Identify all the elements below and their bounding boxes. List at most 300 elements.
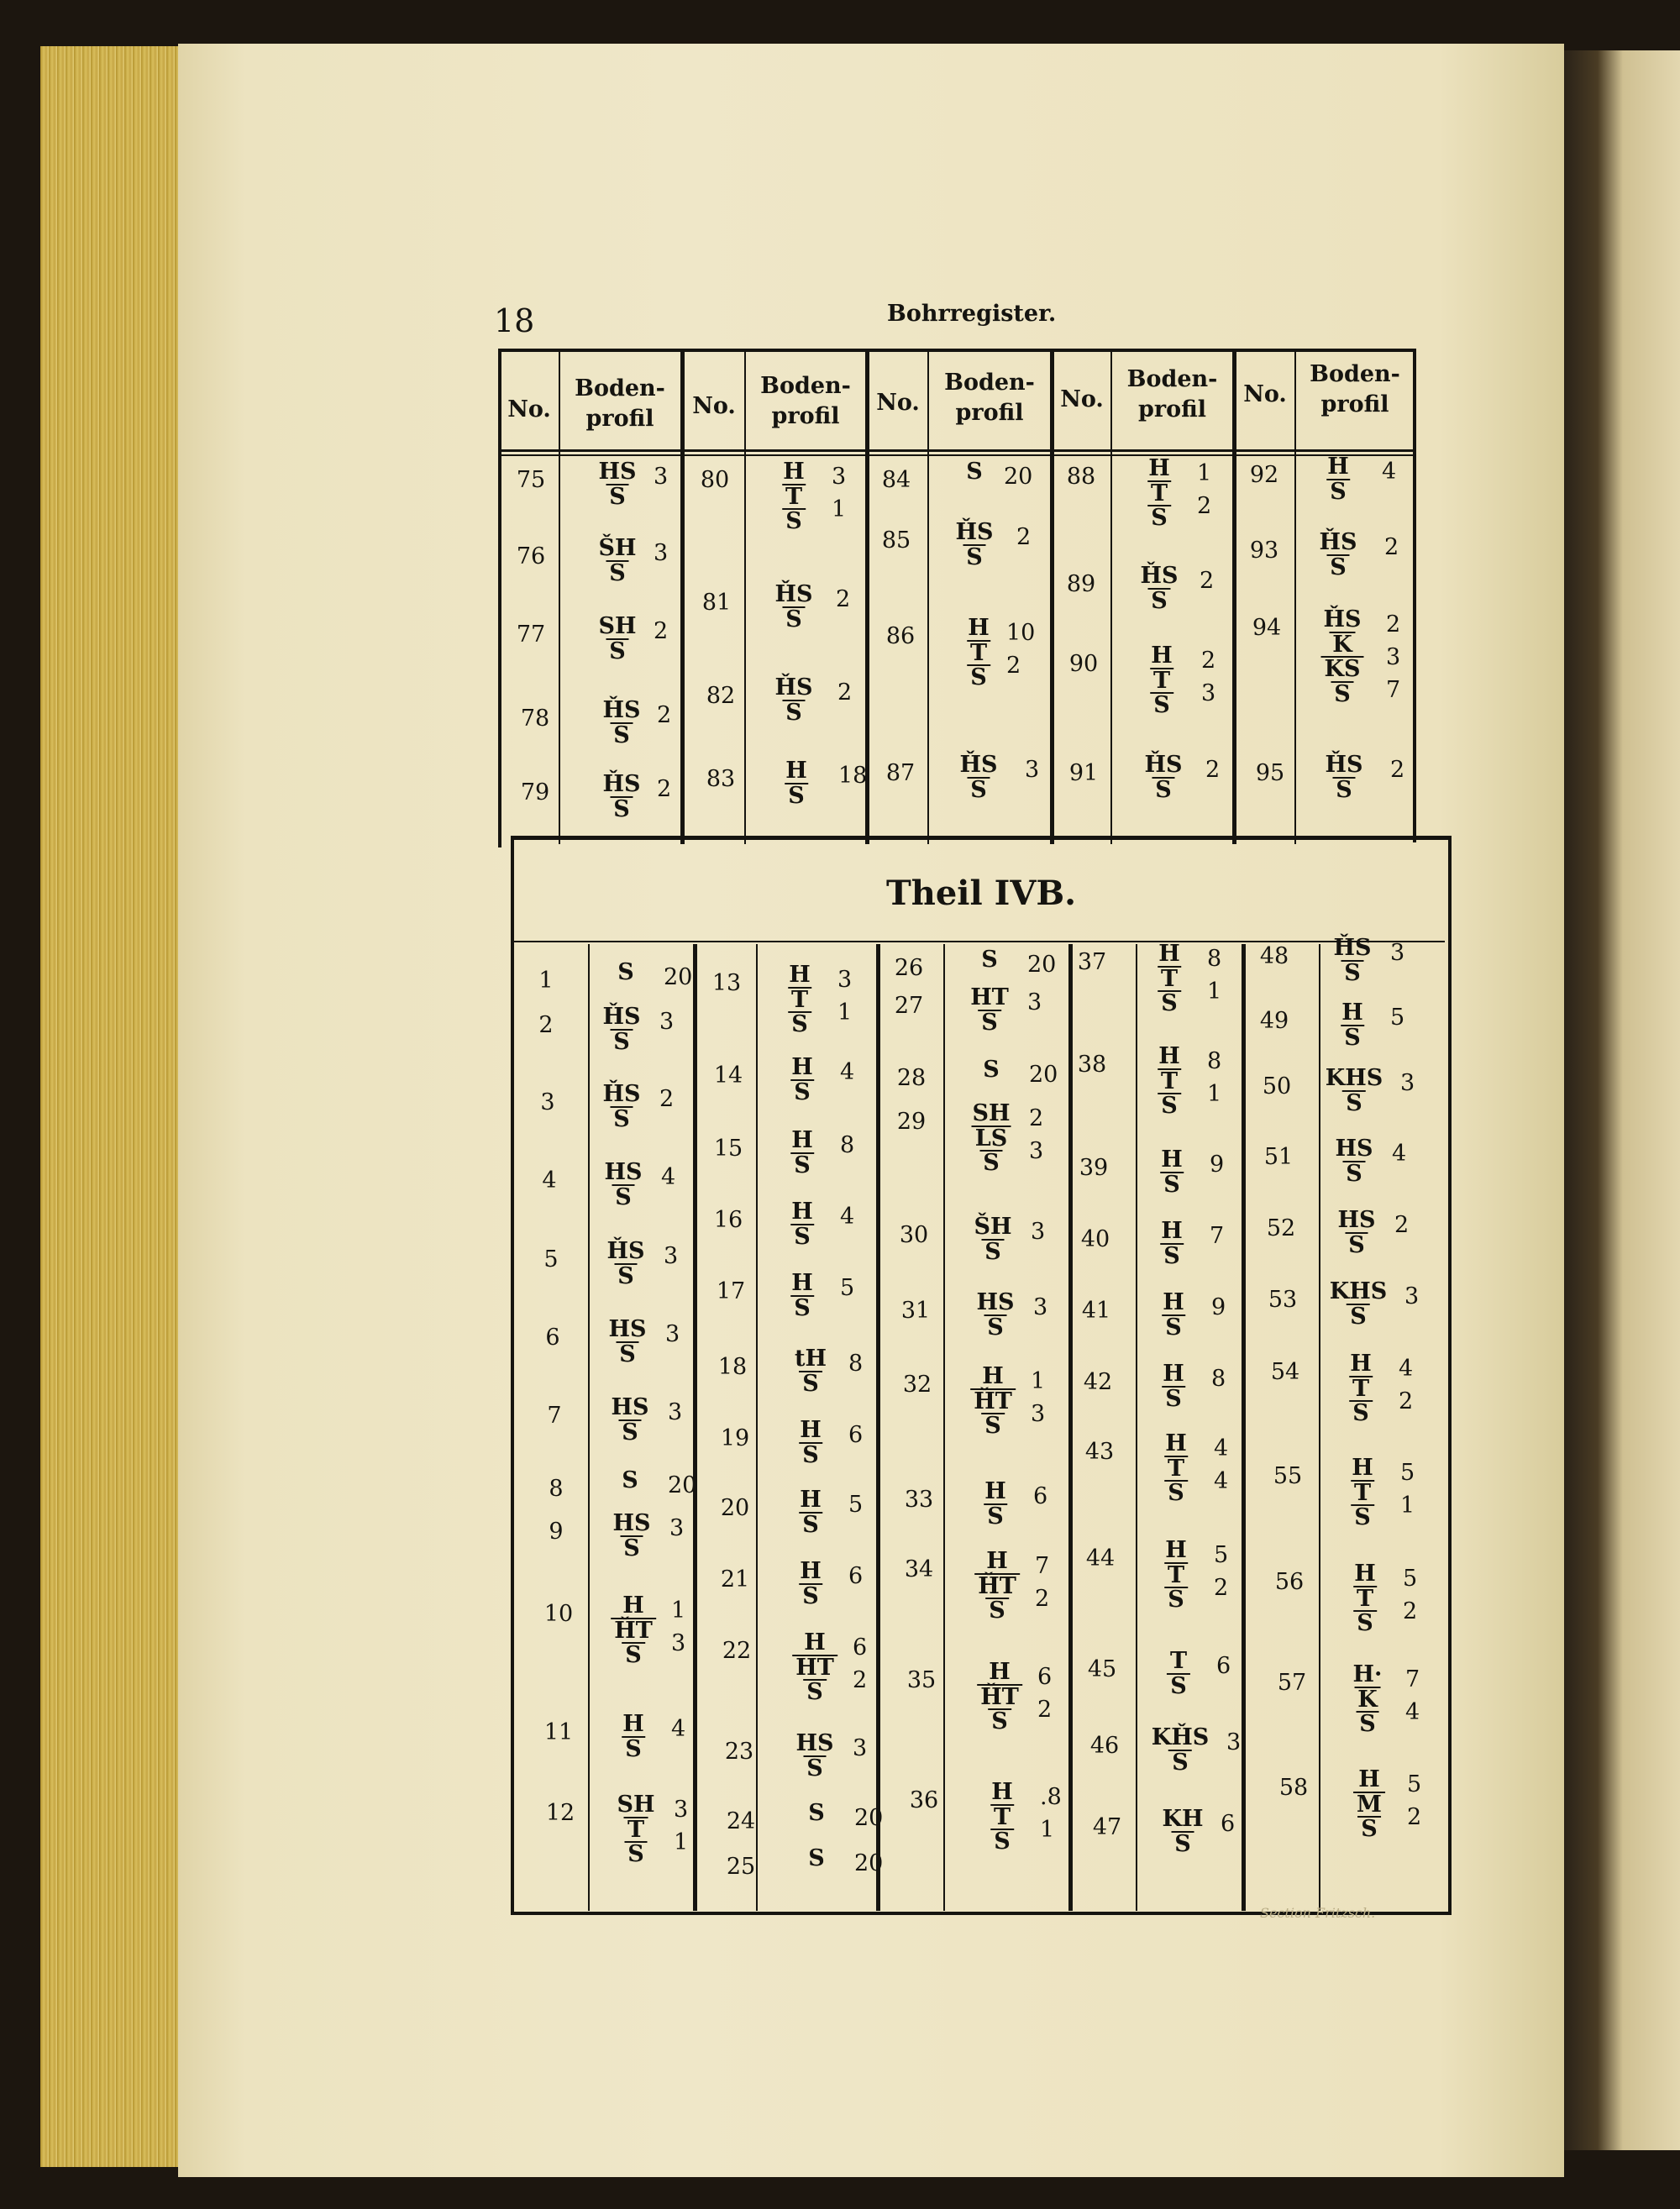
profile-layer: S [606,484,629,509]
soil-profile [977,1661,1022,1734]
layer-depth: 4 [1392,1141,1407,1167]
layer-depth: 3 [1390,940,1405,966]
profile-layer: ȞS [606,1238,645,1264]
profile-layer: HS [976,1289,1015,1315]
profile-layer: S [790,1079,814,1104]
profile-layer: S [1356,1711,1379,1736]
col-rule [693,944,697,1911]
profile-layer: T [1158,1068,1181,1094]
profile-layer: S [622,1467,638,1493]
layer-depths [1211,1362,1226,1395]
row-number: 76 [516,543,546,569]
profile-layer: S [618,1419,642,1445]
profile-layer: SH [972,1100,1011,1126]
layer-depth: 1 [671,1598,686,1624]
layer-depth: 6 [1037,1664,1053,1690]
layer-depth: 20 [1029,1062,1058,1088]
row-number: 27 [894,993,924,1019]
layer-depth: 6 [1216,1653,1231,1679]
layer-depth: 3 [1025,757,1040,783]
layer-depths [654,615,668,648]
row-number: 81 [701,590,732,616]
row-number: 33 [904,1487,934,1513]
row-number: 84 [881,467,911,493]
profile-layer: H [1358,1766,1380,1792]
profile-layer: H [1327,454,1349,480]
profile-layer: S [978,1010,1001,1035]
profile-layer: S [1332,777,1356,802]
profile-layer: S [1152,777,1175,802]
row-number: 26 [894,955,924,981]
profile-layer: S [790,1295,814,1320]
layer-depth: 4 [1214,1435,1229,1461]
layer-depths [1221,1808,1235,1840]
soil-profile [988,1781,1016,1854]
layer-depths [837,676,852,709]
profile-layer: S [808,1845,825,1871]
profile-layer: ȞT [977,1684,1022,1709]
profile-layer: S [610,1106,633,1131]
profile-layer: H [785,758,807,784]
profile-layer: ȞT [974,1573,1020,1598]
layer-depths [665,1318,680,1351]
layer-depth: 2 [1006,653,1021,679]
profile-layer: S [1345,1232,1368,1257]
header-rule [501,449,1413,452]
layer-depths [853,1631,867,1697]
soil-profile [1347,1352,1375,1425]
layer-depth: 2 [657,702,672,728]
layer-depths [840,1056,854,1089]
layer-depth: 2 [654,618,669,644]
layer-depth: 2 [1407,1804,1422,1831]
soil-profile [771,583,816,631]
row-number: 77 [516,622,546,648]
layer-depths [1214,1539,1228,1604]
layer-depths [659,1005,674,1038]
layer-depth: 1 [1040,1817,1055,1844]
soil-profile [609,1512,654,1560]
row-number: 86 [885,623,916,649]
layer-depth: 2 [1386,611,1401,638]
profile-layer: S [1164,1480,1188,1505]
layer-depth: 8 [1207,1048,1222,1074]
layer-depth: 6 [848,1422,864,1448]
row-number: 4 [542,1167,557,1194]
col-rule [943,944,945,1911]
profile-layer: S [990,1829,1014,1854]
soil-profile [785,963,814,1036]
profile-layer: S [610,796,633,821]
soil-profile [796,1560,825,1608]
profile-layer: ȞS [1323,606,1362,632]
layer-depths [840,1129,854,1162]
profile-layer: S [612,1184,635,1209]
profile-layer: K [1354,1687,1380,1712]
layer-depths [1031,1365,1045,1430]
layer-depths [854,1802,883,1834]
layer-depths [1035,1550,1049,1615]
layer-depths [1226,1726,1241,1759]
header-profile-line1: Boden- [1126,366,1218,392]
layer-depth: 6 [1221,1811,1236,1837]
profile-layer: H [804,1629,826,1655]
row-number: 92 [1249,462,1279,488]
soil-profile [1158,1148,1186,1196]
layer-depth: 3 [654,540,669,566]
layer-depths [848,1560,863,1592]
layer-depth: 2 [1016,524,1032,550]
row-number: 45 [1087,1656,1117,1682]
soil-profile [1159,1808,1207,1855]
profile-layer: ȞS [602,1081,641,1107]
profile-layer: tH [795,1346,827,1372]
profile-layer: S [785,783,808,808]
soil-profile [603,1240,648,1288]
row-number: 35 [906,1667,937,1693]
row-number: 23 [724,1739,754,1765]
layer-depths [840,1272,854,1304]
profile-layer: S [622,1736,645,1761]
layer-depth: 2 [1035,1586,1050,1613]
layer-depth: 3 [1031,1401,1046,1428]
layer-depths [671,1713,685,1745]
profile-layer: KHS [1325,1065,1383,1091]
profile-layer: H [1161,1146,1183,1173]
layer-depth: 9 [1210,1152,1225,1178]
row-number: 52 [1266,1215,1296,1241]
profile-layer: T [1158,966,1181,991]
layer-depths [659,1083,674,1115]
layer-depths [1029,1058,1058,1091]
row-number: 95 [1255,760,1285,786]
profile-layer: H [1148,455,1170,481]
row-number: 49 [1259,1008,1289,1034]
layer-depths [654,537,668,569]
row-number: 9 [549,1519,564,1545]
profile-layer: KHS [1329,1278,1388,1304]
layer-depths [664,961,692,994]
layer-depth: 3 [1400,1070,1415,1096]
profile-layer: H [622,1711,644,1737]
layer-depths [838,759,867,792]
soil-profile [611,1594,656,1667]
header-profile-line1: Boden- [1310,361,1400,387]
profile-layer: H [800,1487,822,1513]
profile-layer: S [963,544,986,569]
layer-depth: 2 [1384,534,1399,560]
profile-layer: T [1164,1456,1188,1481]
row-number: 82 [706,683,736,709]
row-number: 11 [543,1719,574,1745]
layer-depth: 3 [654,464,669,490]
soil-profile [1147,644,1176,717]
col-rule [1136,944,1137,1911]
profile-layer: ȞS [1319,529,1357,555]
row-number: 78 [520,706,550,732]
layer-depth: 5 [848,1492,864,1518]
soil-profile [618,1469,642,1493]
row-number: 1 [538,968,554,994]
layer-depth: 8 [848,1351,864,1377]
row-number: 10 [543,1601,574,1627]
profile-layer: S [981,1239,1005,1264]
row-number: 53 [1268,1287,1298,1313]
layer-depth: 1 [1400,1493,1415,1519]
soil-profile [1326,1280,1390,1328]
layer-depth: 2 [1403,1598,1418,1625]
soil-profile [805,1802,828,1825]
profile-layer: S [1342,1161,1366,1186]
layer-depths [832,460,846,526]
profile-layer: S [1171,1831,1194,1856]
soil-profile [1155,942,1184,1015]
layer-depth: 3 [1027,989,1042,1015]
row-number: 83 [706,766,736,792]
layer-depths [1037,1661,1052,1726]
layer-depth: 20 [854,1850,884,1876]
row-number: 51 [1263,1144,1294,1170]
profile-layer: S [984,1314,1007,1340]
layer-depths [1390,1001,1404,1034]
header-no: No. [1060,386,1104,412]
profile-layer: H [984,1478,1006,1504]
profile-layer: S [803,1755,827,1781]
profile-layer: T [1164,1562,1188,1587]
profile-layer: S [1357,1816,1381,1841]
profile-layer: H [1354,1561,1376,1587]
row-number: 13 [711,970,742,996]
profile-layer: SH [617,1792,655,1818]
layer-depths [1201,644,1215,710]
profile-layer: H [800,1417,822,1443]
profile-layer: S [1162,1314,1185,1340]
soil-profile [974,1550,1020,1623]
layer-depth: 3 [837,967,853,993]
soil-profile [1320,608,1364,706]
profile-layer: H [991,1779,1013,1805]
soil-profile [599,1005,643,1053]
profile-layer: S [606,560,629,585]
layer-depth: 4 [840,1204,855,1230]
profile-layer: S [790,1224,814,1249]
profile-layer: H [1158,1043,1180,1069]
profile-layer: S [624,1841,648,1866]
row-number: 43 [1084,1439,1115,1465]
profile-layer: T [990,1804,1014,1829]
layer-depths [1029,1102,1043,1167]
soil-profile [1148,1726,1212,1774]
profile-layer: H [1341,1000,1363,1026]
soil-profile [970,1215,1015,1263]
layer-depth: 3 [674,1797,689,1823]
soil-profile [780,460,808,533]
layer-depth: 2 [1390,757,1405,783]
profile-layer: S [1150,692,1173,717]
layer-depths [671,1594,685,1660]
layer-depth: 8 [840,1132,855,1158]
layer-depth: 2 [1200,568,1215,594]
layer-depth: 3 [664,1243,679,1269]
layer-depths [853,1732,867,1765]
profile-layer: T [967,640,990,665]
layer-depth: 5 [1400,1460,1415,1486]
layer-depths [1031,1215,1045,1248]
soil-profile [1155,1045,1184,1118]
soil-profile [595,537,639,585]
layer-depth: 2 [1029,1105,1044,1131]
layer-depth: 2 [1394,1212,1410,1238]
library-stamp: Section Fritzsch. [1260,1905,1376,1921]
soil-profile [792,1732,837,1780]
header-profile-line2: profil [771,403,840,430]
layer-depth: 2 [1214,1575,1229,1602]
layer-depth: 1 [832,496,847,523]
layer-depth: 3 [668,1399,683,1425]
layer-depths [668,1396,682,1429]
col-rule [1232,352,1236,844]
profile-layer: T [1147,480,1171,506]
row-number: 44 [1085,1545,1116,1571]
col-rule [1068,944,1073,1911]
soil-profile [1158,1220,1186,1267]
row-number: 39 [1079,1155,1109,1181]
layer-depths [1399,1352,1413,1418]
profile-layer: ȞS [602,697,641,723]
header-profile [561,374,679,435]
layer-depth: 5 [1407,1771,1422,1797]
soil-profile [805,1847,828,1871]
col-rule [927,352,929,844]
profile-layer: HS [611,1394,649,1420]
layer-depths [657,773,671,805]
soil-profile [605,1318,649,1366]
soil-profile [595,460,639,508]
header-profile [930,368,1049,429]
soil-profile [1353,1768,1385,1841]
layer-depth: .8 [1040,1784,1062,1810]
profile-layer: T [624,1817,648,1842]
section-rule [514,941,1445,942]
layer-depths [1403,1562,1417,1628]
layer-depths [1404,1280,1419,1313]
layer-depth: 18 [838,763,868,789]
layer-depth: 3 [1033,1294,1048,1320]
profile-layer: T [1351,1480,1374,1505]
row-number: 24 [726,1808,756,1834]
layer-depth: 3 [1029,1138,1044,1165]
layer-depth: 5 [840,1275,855,1301]
layer-depths [1211,1291,1226,1324]
soil-profile [613,1793,658,1866]
row-number: 28 [896,1065,927,1091]
profile-layer: H [783,459,805,485]
soil-profile [788,1129,816,1177]
layer-depths [848,1488,863,1521]
profile-layer: HT [970,984,1009,1010]
layer-depth: 3 [853,1735,868,1761]
header-profile-line2: profil [1320,391,1389,418]
profile-layer: H [1158,941,1180,967]
soil-profile [952,521,996,569]
profile-layer: ȞS [1333,935,1372,961]
row-number: 20 [720,1495,750,1521]
soil-profile [1350,1663,1386,1736]
layer-depth: 2 [836,586,851,612]
profile-layer: ȞS [955,519,994,545]
layer-depth: 2 [1399,1388,1414,1415]
soil-profile [978,948,1001,972]
profile-layer: H· [1352,1661,1383,1687]
profile-layer: S [782,606,806,632]
profile-layer: KS [1321,656,1364,681]
layer-depth: 8 [1211,1366,1226,1392]
row-number: 55 [1273,1463,1303,1489]
soil-profile [788,1200,816,1248]
page-number: 18 [494,302,535,339]
profile-layer: S [967,664,990,690]
row-number: 54 [1270,1359,1300,1385]
profile-layer: T [788,987,811,1012]
soil-profile [964,617,993,690]
profile-layer: HS [1335,1136,1373,1162]
soil-profile [1137,564,1181,612]
profile-layer: S [606,638,629,664]
profile-layer: S [966,459,983,485]
soil-profile [1330,937,1374,984]
layer-depth: 3 [1031,1219,1046,1245]
profile-layer: K [1329,632,1355,657]
row-number: 16 [713,1207,743,1233]
layer-depths [837,963,852,1029]
soil-profile [1141,753,1185,801]
soil-profile [1324,455,1352,503]
row-number: 31 [900,1298,931,1324]
profile-layer: S [617,959,634,985]
soil-profile [1331,1137,1376,1185]
profile-layer: HS [1337,1207,1376,1233]
layer-depth: 1 [1031,1368,1046,1394]
row-number: 40 [1080,1226,1110,1252]
layer-depths [1016,521,1031,554]
profile-layer: S [610,722,633,748]
profile-layer: HS [608,1316,647,1342]
layer-depth: 20 [664,964,693,990]
profile-layer: H [982,1363,1004,1389]
profile-layer: ŠH [974,1214,1012,1240]
layer-depth: 6 [848,1563,864,1589]
layer-depths [1027,948,1056,981]
soil-profile [771,676,816,724]
layer-depths [848,1419,863,1451]
row-number: 25 [726,1854,756,1880]
row-number: 18 [717,1354,748,1380]
profile-layer: S [984,1503,1007,1529]
header-no: No. [692,393,736,419]
profile-layer: T [1169,1648,1188,1674]
profile-layer: HS [795,1730,834,1756]
layer-depths [1214,1432,1228,1498]
soil-profile [792,1631,837,1704]
row-number: 34 [904,1556,934,1582]
row-number: 79 [520,779,550,805]
profile-layer: ȞS [959,752,998,778]
row-number: 2 [538,1012,554,1038]
profile-layer: H [791,1270,813,1296]
row-number: 3 [540,1089,555,1115]
layer-depths [1205,753,1220,786]
layer-depth: 7 [1386,677,1401,704]
